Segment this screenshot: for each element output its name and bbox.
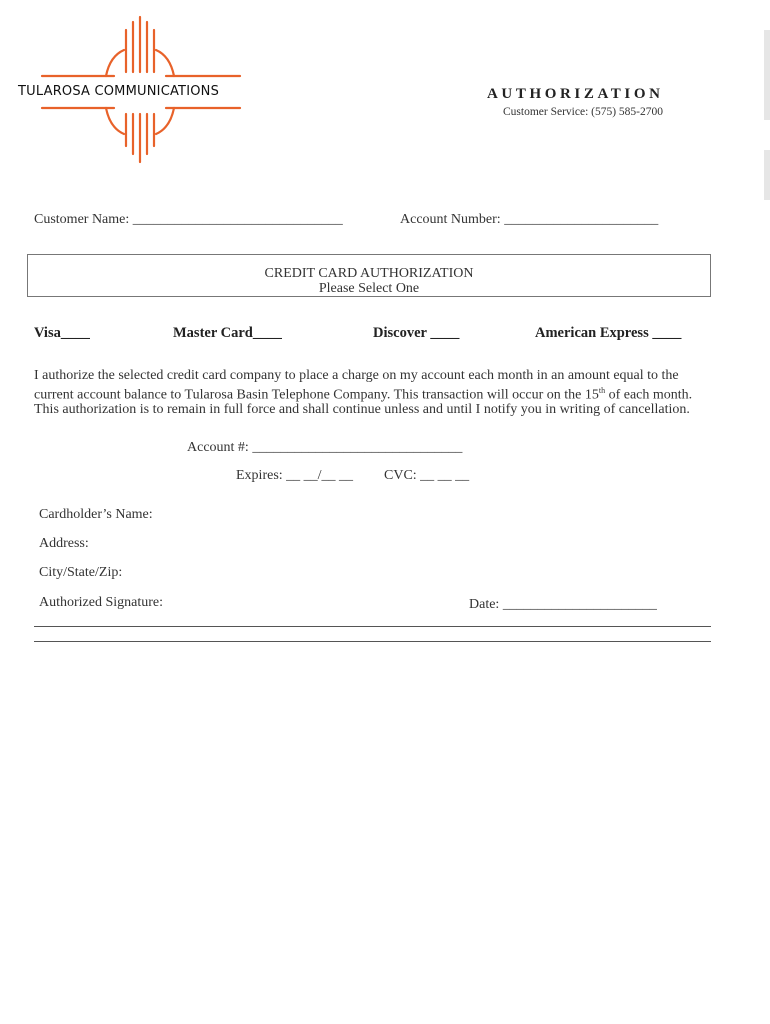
- customer-service-phone: Customer Service: (575) 585-2700: [503, 106, 664, 118]
- authorization-text-part1: I authorize the selected credit card company to place a charge on my account each month in an amount equal to the current account balance to Tularosa Basin Telephone Company. This transaction will occur on the 15: [34, 368, 679, 403]
- date-field[interactable]: Date: ______________________: [469, 597, 657, 612]
- customer-name-field[interactable]: Customer Name: ______________________________: [34, 212, 343, 227]
- expires-field[interactable]: Expires: __ __/__ __: [236, 468, 354, 483]
- divider-line: [34, 626, 711, 627]
- signature-field[interactable]: Authorized Signature:: [39, 595, 164, 610]
- section-subtitle: Please Select One: [318, 281, 420, 296]
- account-number-field[interactable]: Account Number: ______________________: [400, 212, 659, 227]
- ordinal-suffix: th: [598, 385, 606, 395]
- cardholder-name-field[interactable]: Cardholder’s Name:: [39, 507, 153, 522]
- card-option-visa[interactable]: Visa____: [34, 325, 90, 341]
- divider-line: [34, 641, 711, 642]
- card-option-discover[interactable]: Discover ____: [373, 325, 460, 341]
- card-account-field[interactable]: Account #: ______________________________: [187, 440, 463, 455]
- logo-text: TULAROSA COMMUNICATIONS: [18, 84, 220, 99]
- address-field[interactable]: Address:: [39, 536, 89, 551]
- page-edge-mark: [764, 150, 770, 200]
- authorization-text-part2: of each month. This authorization is to remain in full force and shall continue unless and until I notify you in writing of cancellation.: [34, 387, 693, 417]
- authorization-paragraph: [34, 369, 712, 417]
- credit-card-authorization-box: [27, 254, 711, 297]
- section-title: CREDIT CARD AUTHORIZATION: [264, 266, 474, 281]
- cvc-field[interactable]: CVC: __ __ __: [384, 468, 470, 483]
- page-title: AUTHORIZATION: [487, 86, 664, 102]
- card-option-amex[interactable]: American Express ____: [535, 325, 682, 341]
- city-state-zip-field[interactable]: City/State/Zip:: [39, 565, 123, 580]
- card-option-mastercard[interactable]: Master Card____: [173, 325, 282, 341]
- page-edge-mark: [764, 30, 770, 120]
